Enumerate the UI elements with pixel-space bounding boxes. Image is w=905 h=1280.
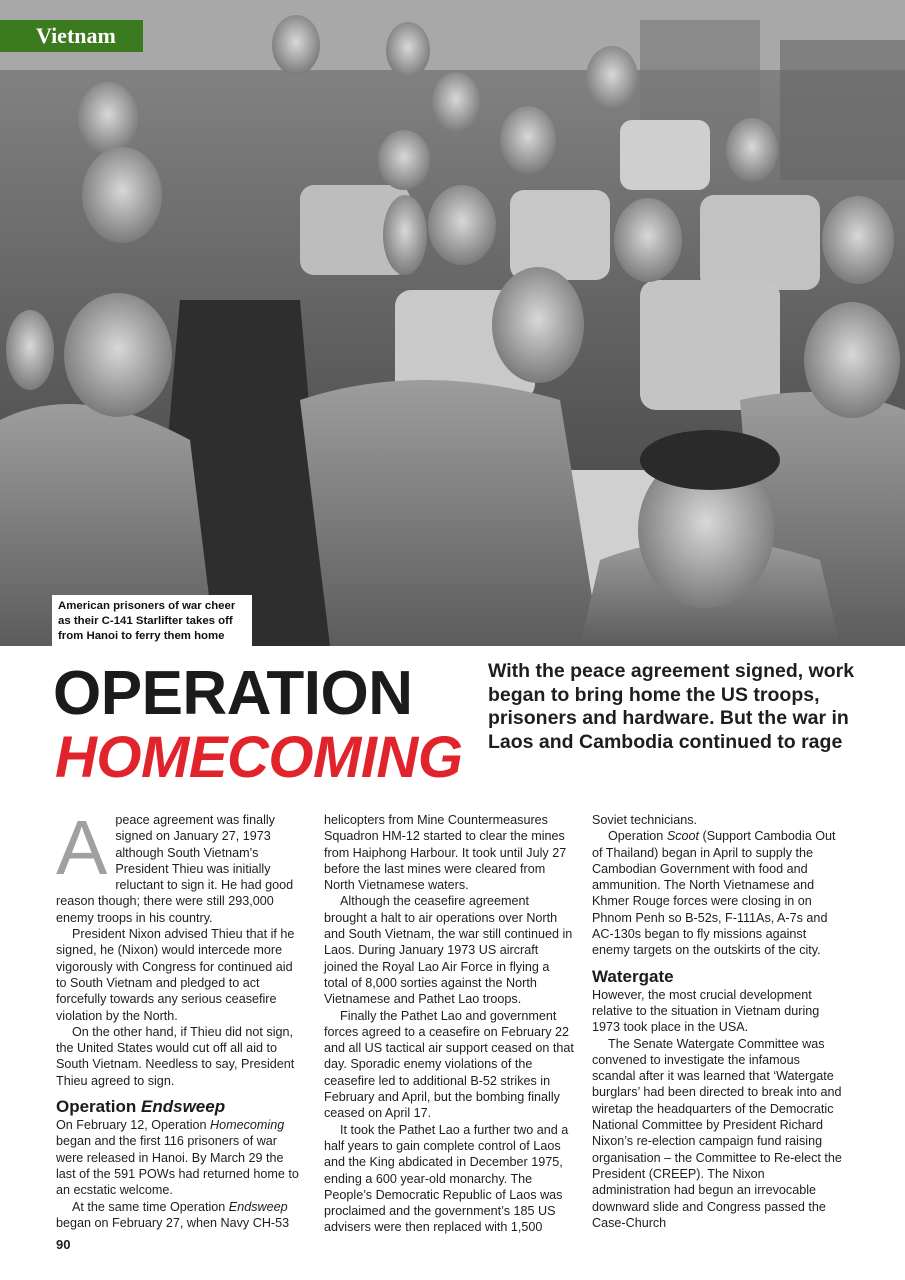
photo-caption bbox=[52, 595, 252, 646]
paragraph: The Senate Watergate Committee was convened to investigate the infamous scandal after it was learned that ‘Watergate burglars’ had been directed to break into and wiretap the headquarters of the Democratic National Committee by President Richard Nixon’s re-election campaign fund raising organisation – the Committee to Re-elect the President (CREEP). The Nixon administration had begun an irrevocable downward slide and Congress passed the Case-Church bbox=[592, 1036, 842, 1230]
paragraph: helicopters from Mine Countermeasures Squadron HM-12 started to clear the mines from Haiphong Harbour. It took until July 27 before the last mines were cleared from North Vietnamese waters. bbox=[324, 813, 567, 893]
paragraph: However, the most crucial development relative to the situation in Vietnam during 1973 took place in the USA. bbox=[592, 987, 820, 1035]
paragraph: Operation Scoot (Support Cambodia Out of Thailand) began in April to supply the Cambodian Government with food and ammunition. The North Vietnamese and Khmer Rouge forces were closing in on Phnom Penh so B-52s, F-111As, A-7s and AC-130s began to fly missions against enemy targets on the outskirts of the city. bbox=[592, 829, 836, 958]
paragraph: At the same time Operation Endsweep began on February 27, when Navy CH-53 bbox=[56, 1199, 290, 1230]
standfirst: With the peace agreement signed, work began to bring home the US troops, prisoners and hardware. But the war in Laos and Cambodia continued to rage bbox=[488, 660, 855, 753]
paragraph: Apeace agreement was finally signed on January 27, 1973 although South Vietnam’s President Thieu was initially reluctant to sign it. He had good reason though; there were still 293,000 enemy troops in his country. bbox=[56, 805, 294, 925]
subhead-endsweep: Operation Endsweep bbox=[56, 1097, 226, 1117]
paragraph: Soviet technicians. bbox=[592, 813, 698, 827]
article-column-1 bbox=[56, 805, 306, 1231]
paragraph: Although the ceasefire agreement brought a halt to air operations over North and South Vietnam, the war still continued in Laos. During January 1973 US aircraft joined the Royal Lao Air Force in flying a total of 8,000 sorties against the North Vietnamese and Pathet Lao troops. bbox=[324, 894, 573, 1007]
caption-line: as their C-141 Starlifter takes off bbox=[58, 615, 233, 627]
paragraph: It took the Pathet Lao a further two and a half years to gain complete control of Laos and the King abdicated in December 1975, ending a 600 year-old monarchy. The People’s Democratic Republic of Laos was proclaimed and the government’s 185 US advisers were then replaced with 1,500 bbox=[324, 1122, 569, 1235]
headline-line-1: OPERATION bbox=[53, 659, 413, 728]
paragraph: On the other hand, if Thieu did not sign, the United States would cut off all aid to South Vietnam. Needless to say, President Thieu agreed to sign. bbox=[56, 1024, 295, 1088]
caption-line: from Hanoi to ferry them home bbox=[58, 630, 225, 642]
paragraph: President Nixon advised Thieu that if he signed, he (Nixon) would intercede more vigorously with Congress for continued aid to South Vietnam and pledged to act forcefully towards any serious ceasefire violation by the North. bbox=[56, 927, 295, 1023]
paragraph: On February 12, Operation Homecoming began and the first 116 prisoners of war were released in Hanoi. By March 29 the last of the 591 POWs had returned home to an ecstatic welcome. bbox=[56, 1118, 299, 1198]
section-tag: Vietnam bbox=[0, 20, 143, 52]
article-column-2 bbox=[324, 812, 574, 1236]
article-column-3 bbox=[592, 812, 844, 1231]
page-number: 90 bbox=[56, 1237, 71, 1252]
subhead-watergate: Watergate bbox=[592, 966, 674, 986]
drop-cap: A bbox=[56, 805, 108, 891]
paragraph: Finally the Pathet Lao and government forces agreed to a ceasefire on February 22 and all US tactical air support ceased on that day. Sporadic enemy violations of the ceasefire led to additional B-52 strikes in February and April, but the bombing finally ceased on April 17. bbox=[324, 1008, 574, 1121]
caption-line: American prisoners of war cheer bbox=[58, 600, 236, 612]
headline-line-2: HOMECOMING bbox=[55, 725, 463, 790]
